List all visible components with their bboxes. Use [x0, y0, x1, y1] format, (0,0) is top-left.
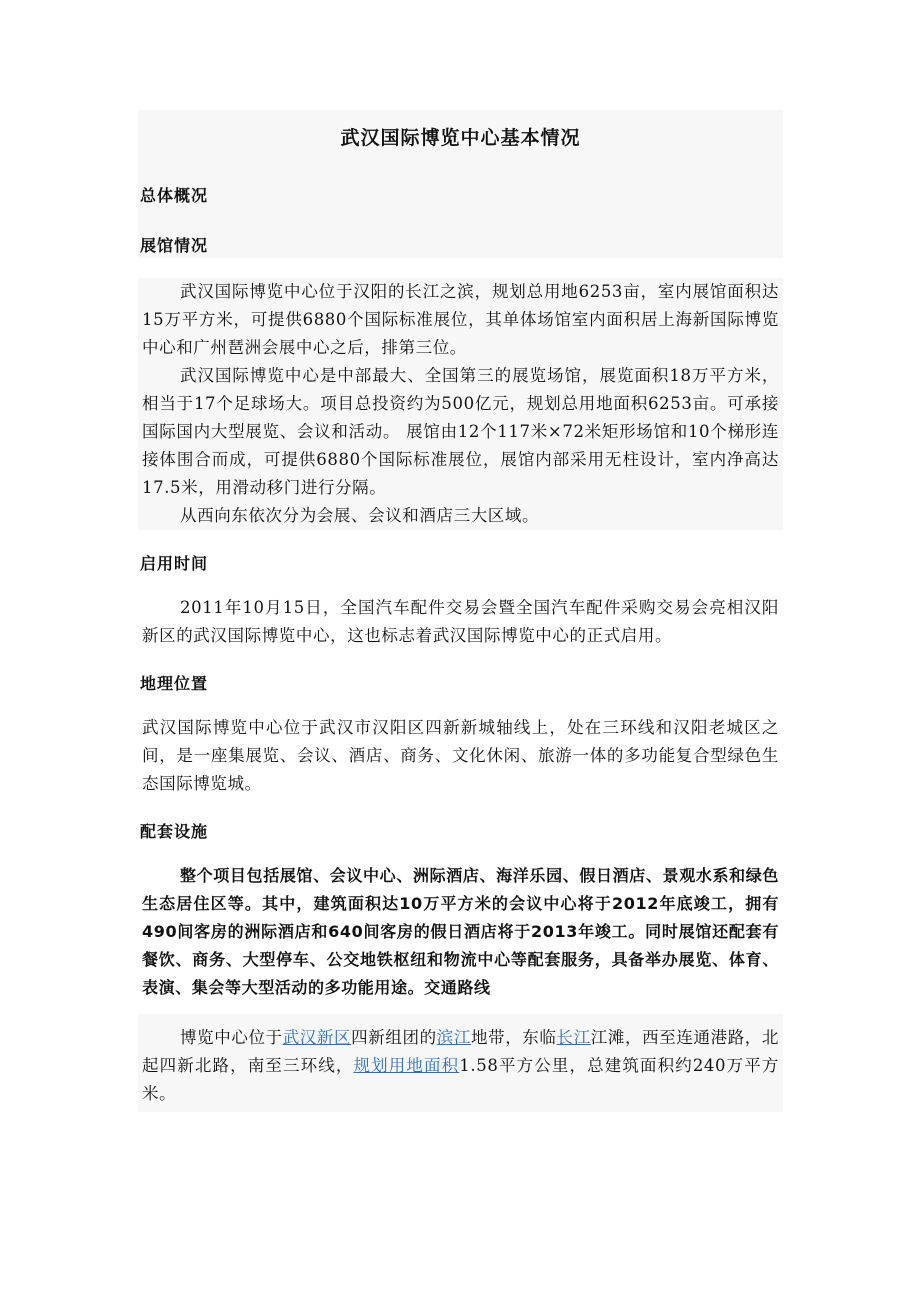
hall-paragraph-1: 武汉国际博览中心位于汉阳的长江之滨，规划总用地6253亩，室内展馆面积达15万平方米，可提供6880个国际标准展位，其单体场馆室内面积居上海新国际博览中心和广州琶洲会展中心之后，排第三位。	[142, 282, 779, 357]
traffic-text: 1.58平方公里，总建筑面积约240万平方米。	[142, 1056, 779, 1103]
traffic-block	[138, 1014, 783, 1112]
section-heading-opening: 启用时间	[140, 554, 209, 573]
spacer	[138, 530, 783, 552]
spacer	[138, 650, 783, 672]
traffic-text: 地带，东临	[470, 1028, 557, 1047]
link-planned-land-area[interactable]: 规划用地面积	[353, 1056, 460, 1075]
traffic-text: 四新组团的	[351, 1028, 437, 1047]
opening-paragraph: 2011年10月15日，全国汽车配件交易会暨全国汽车配件采购交易会亮相汉阳新区的武汉国际博览中心，这也标志着武汉国际博览中心的正式启用。	[142, 598, 779, 645]
page-title: 武汉国际博览中心基本情况	[340, 126, 581, 149]
spacer	[138, 844, 783, 862]
section-heading-location: 地理位置	[140, 674, 209, 693]
link-wuhan-new-district[interactable]: 武汉新区	[282, 1028, 352, 1047]
traffic-text: 江滩，西至连通港路，北起四新北路，南至三环线，	[142, 1028, 780, 1075]
facilities-paragraph: 整个项目包括展馆、会议中心、洲际酒店、海洋乐园、假日酒店、景观水系和绿色生态居住区等。其中，建筑面积达10万平方米的会议中心将于2012年底竣工，拥有490间客房的洲际酒店和640间客房的假日酒店将于2013年竣工。同时展馆还配套有餐饮、商务、大型停车、公交地铁枢纽和物流中心等配套服务，具备举办展览、体育、表演、集会等大型活动的多功能用途。交通路线	[142, 866, 779, 997]
link-yangtze-river[interactable]: 长江	[556, 1028, 591, 1047]
section-heading-overview: 总体概况	[138, 184, 783, 208]
spacer	[138, 798, 783, 820]
spacer	[138, 208, 783, 234]
hall-paragraph-3: 从西向东依次分为会展、会议和酒店三大区域。	[180, 506, 540, 525]
traffic-paragraph	[138, 1024, 783, 1108]
spacer	[138, 1002, 783, 1014]
link-riverside[interactable]: 滨江	[436, 1028, 471, 1047]
traffic-text: 博览中心位于	[180, 1028, 283, 1047]
spacer	[138, 696, 783, 714]
hall-block	[138, 278, 783, 530]
title-band	[138, 110, 783, 162]
spacer	[138, 162, 783, 184]
section-heading-facilities: 配套设施	[140, 822, 209, 841]
location-paragraph: 武汉国际博览中心位于武汉市汉阳区四新新城轴线上，处在三环线和汉阳老城区之间，是一座集展览、会议、酒店、商务、文化休闲、旅游一体的多功能复合型绿色生态国际博览城。	[142, 718, 779, 793]
hall-paragraph-2: 武汉国际博览中心是中部最大、全国第三的展览场馆，展览面积18万平方米，相当于17个足球场大。项目总投资约为500亿元，规划总用地面积6253亩。可承接国际国内大型展览、会议和活动。 展馆由12个117米×72米矩形场馆和10个梯形连接体围合而成，可提供6880个国际标准展位，展馆内部采用无柱设计，室内净高达17.5米，用滑动移门进行分隔。	[142, 366, 779, 497]
spacer	[138, 258, 783, 278]
section-heading-hall: 展馆情况	[138, 234, 783, 258]
spacer	[138, 576, 783, 594]
document-page	[138, 110, 783, 1112]
